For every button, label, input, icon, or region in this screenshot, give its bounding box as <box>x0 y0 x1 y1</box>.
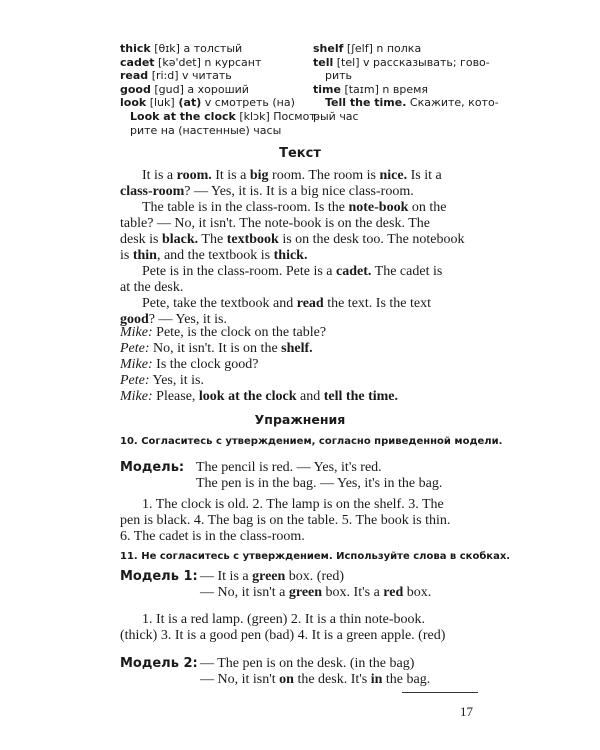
vocab-phrase: Tell the time. <box>325 96 407 110</box>
task-line: (thick) 3. It is a good pen (bad) 4. It is a green apple. (red) <box>120 628 446 643</box>
vocab-transcription: [ri:d] <box>151 69 179 83</box>
text-line: is thin, and the textbook is thick. <box>120 248 308 263</box>
vocab-preposition: (at) <box>174 96 202 110</box>
speech: Pete, is the clock on the table? <box>152 325 327 340</box>
dialogue-line <box>120 389 482 405</box>
text-line: The table is in the class-room. Is the note-book on the <box>142 200 447 215</box>
vocab-translation: a хороший <box>183 82 249 96</box>
text-line: good? — Yes, it is. <box>120 312 227 327</box>
exercise-10-title: 10. Согласитесь с утверждением, согласно приведенной модели. <box>120 436 503 447</box>
vocab-word: shelf <box>313 42 344 55</box>
task-line: 1. The clock is old. 2. The lamp is on the shelf. 3. The <box>142 497 444 512</box>
model-line: — No, it isn't a green box. It's a red box. <box>200 585 432 600</box>
vocabulary-left-column <box>120 42 320 137</box>
vocabulary-right-column <box>313 42 499 124</box>
vocab-transcription: [luk] <box>149 96 175 110</box>
text-line: It is a room. It is a big room. The room is nice. Is it a <box>142 168 442 183</box>
exercise-10-model <box>120 460 482 492</box>
vocab-translation: рить <box>325 69 353 83</box>
speaker-name: Pete: <box>120 341 150 356</box>
vocab-entry <box>120 124 320 138</box>
vocab-transcription: [ʃelf] <box>346 42 373 55</box>
vocab-entry <box>120 110 320 124</box>
vocab-word: thick <box>120 42 151 55</box>
vocab-transcription: [gud] <box>154 82 184 96</box>
vocab-phrase: Look at the clock <box>130 109 236 123</box>
main-text <box>120 168 482 328</box>
exercise-11-model-2 <box>120 656 482 688</box>
text-heading: Текст <box>279 146 321 161</box>
vocab-translation: v читать <box>178 69 232 83</box>
vocab-entry <box>120 69 320 83</box>
vocab-transcription: [tel] <box>336 55 360 69</box>
exercise-11-model-1 <box>120 569 482 601</box>
vocab-transcription: [θɪk] <box>154 42 180 55</box>
speaker-name: Mike: <box>120 325 153 340</box>
model-label: Модель 2: <box>120 656 198 671</box>
vocab-translation: v рассказывать; гово- <box>359 55 490 69</box>
vocab-transcription: [taɪm] <box>344 82 379 96</box>
page-number: 17 <box>460 704 473 719</box>
model-line: — It is a green box. (red) <box>200 569 344 584</box>
text-line: Pete is in the class-room. Pete is a cadet. The cadet is <box>142 264 443 279</box>
text-line: at the desk. <box>120 280 184 295</box>
task-line: 6. The cadet is in the class-room. <box>120 529 305 544</box>
vocab-word: tell <box>313 55 334 69</box>
exercise-10-tasks <box>120 497 482 545</box>
vocab-transcription: [kə'det] <box>158 55 201 69</box>
vocab-entry <box>313 69 499 83</box>
vocab-translation: a толстый <box>179 42 243 55</box>
vocab-translation: n время <box>378 82 429 96</box>
model-label: Модель 1: <box>120 569 198 584</box>
vocab-entry <box>313 110 499 124</box>
dialogue-line <box>120 357 482 373</box>
speaker-name: Mike: <box>120 389 153 404</box>
exercises-heading: Упражнения <box>254 412 346 427</box>
vocab-word: look <box>120 96 147 110</box>
vocab-translation: рый час <box>313 109 359 123</box>
vocab-word: good <box>120 82 151 96</box>
vocab-translation: v смотреть (на) <box>201 96 295 110</box>
vocab-transcription: [klɔk] <box>235 109 270 123</box>
speaker-name: Mike: <box>120 357 153 372</box>
text-line: class-room? — Yes, it is. It is a big nice class-room. <box>120 184 414 199</box>
vocab-translation: рите на (настенные) часы <box>130 123 282 137</box>
vocab-translation: Посмот- <box>269 109 320 123</box>
vocab-word: time <box>313 82 341 96</box>
speech: and <box>296 389 324 404</box>
vocab-entry <box>120 56 320 70</box>
speech: No, it isn't. It is on the <box>149 341 282 356</box>
text-line: desk is black. The textbook is on the desk too. The notebook <box>120 232 465 247</box>
dialogue <box>120 325 482 405</box>
model-line: The pencil is red. — Yes, it's red. <box>196 460 382 475</box>
vocab-translation: n полка <box>372 42 422 55</box>
dialogue-line <box>120 373 482 389</box>
model-line: — No, it isn't on the desk. It's in the bag. <box>200 672 431 687</box>
model-line: — The pen is on the desk. (in the bag) <box>200 656 415 671</box>
speaker-name: Pete: <box>120 373 150 388</box>
text-line: Pete, take the textbook and read the text. Is the text <box>142 296 432 311</box>
bold-word: shelf. <box>281 341 313 356</box>
task-line: pen is black. 4. The bag is on the table. 5. The book is thin. <box>120 513 451 528</box>
vocab-entry <box>313 56 499 70</box>
vocab-word: cadet <box>120 55 155 69</box>
dialogue-line <box>120 325 482 341</box>
vocab-translation: n курсант <box>200 55 262 69</box>
footer-divider <box>402 692 478 693</box>
exercise-11-tasks <box>120 612 482 644</box>
vocab-entry <box>120 42 320 56</box>
vocab-entry <box>313 83 499 97</box>
vocab-entry <box>313 42 499 56</box>
model-line: The pen is in the bag. — Yes, it's in the bag. <box>196 476 443 491</box>
model-label: Модель: <box>120 460 185 475</box>
dialogue-line <box>120 341 482 357</box>
speech: Please, <box>152 389 199 404</box>
task-line: 1. It is a red lamp. (green) 2. It is a thin note-book. <box>142 612 426 627</box>
vocab-entry <box>313 96 499 110</box>
text-line: table? — No, it isn't. The note-book is on the desk. The <box>120 216 430 231</box>
bold-phrase: look at the clock <box>198 389 297 404</box>
vocab-word: read <box>120 69 149 83</box>
speech: Yes, it is. <box>149 373 204 388</box>
vocab-translation: Скажите, кото- <box>406 96 499 110</box>
speech: Is the clock good? <box>152 357 259 372</box>
bold-phrase: tell the time. <box>323 389 398 404</box>
vocab-entry <box>120 96 320 110</box>
vocab-entry <box>120 83 320 97</box>
exercise-11-title: 11. Не согласитесь с утверждением. Используйте слова в скобках. <box>120 551 511 562</box>
